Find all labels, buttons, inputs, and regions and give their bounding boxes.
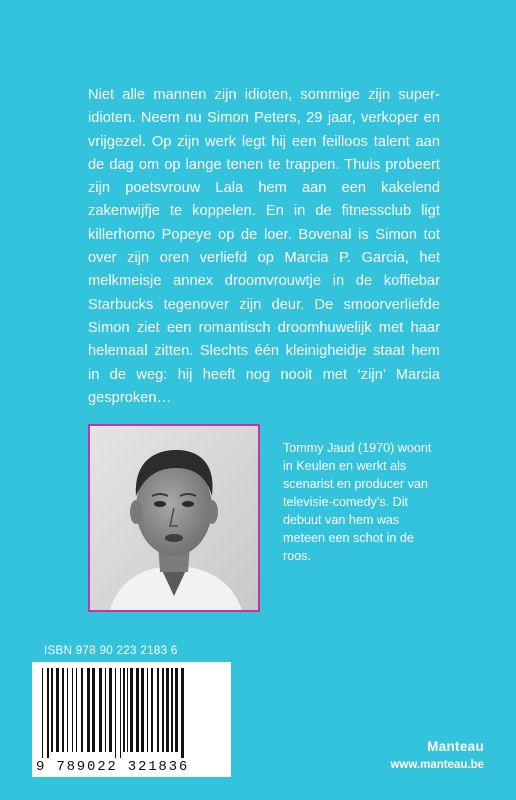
barcode-bar (72, 668, 73, 752)
barcode-bar (115, 668, 116, 758)
barcode-bar (109, 668, 112, 752)
barcode-bar (157, 668, 159, 752)
barcode-bar (175, 668, 178, 752)
barcode-bar (47, 668, 49, 758)
publisher-website: www.manteau.be (390, 759, 484, 771)
barcode-bar (141, 668, 144, 752)
barcode-bar (120, 668, 121, 758)
barcode-bar (162, 668, 164, 752)
publisher-name: Manteau (427, 739, 484, 754)
author-portrait-image (90, 426, 258, 610)
barcode-bar (123, 668, 125, 752)
barcode-bar (76, 668, 77, 752)
barcode-bar (151, 668, 153, 752)
back-cover-blurb: Niet alle mannen zijn idioten, sommige zijn super-idioten. Neem nu Simon Peters, 29 jaar, verkoper en vrijgezel. Op zijn werk legt hij een feilloos talent aan de dag om op lange tenen te trappen. Thuis probeert zijn poetsvrouw Lala hem aan een kakelend zakenwijfje te koppelen. En in de fitnessclub ligt killerhomo Popeye op de loer. Bovenal is Simon tot over zijn oren verliefd op Marcia P. Garcia, het melkmeisje annex droomvrouwtje in de koffiebar Starbucks tegenover zijn deur. De smoorverliefde Simon ziet een romantisch droomhuwelijk met haar helemaal zitten. Slechts één kleinigheidje staat hem in de weg: hij heeft nog nooit met ‘zijn’ Marcia gesproken… (88, 87, 440, 406)
barcode-bar (92, 668, 95, 752)
barcode-bar (62, 668, 64, 752)
barcode (32, 662, 231, 777)
barcode-bar (136, 668, 139, 752)
barcode-bar (130, 668, 133, 752)
author-bio: Tommy Jaud (1970) woont in Keulen en werkt als scenarist en producer van televisie-comedy’s. Dit debuut van hem was meteen een schot in de roos. (283, 441, 432, 563)
barcode-bar (56, 668, 59, 752)
barcode-bar (181, 668, 184, 758)
barcode-bar (99, 668, 102, 752)
barcode-bar (51, 668, 53, 752)
barcode-bar (147, 668, 148, 752)
barcode-number: 9 789022 321836 (36, 759, 190, 775)
isbn-label: ISBN 978 90 223 2183 6 (44, 644, 178, 657)
barcode-bar (81, 668, 83, 752)
barcode-bar (127, 668, 128, 752)
barcode-bars (32, 662, 231, 758)
barcode-bar (105, 668, 106, 752)
barcode-bar (67, 668, 68, 752)
barcode-bar (171, 668, 173, 752)
author-photo (88, 424, 260, 612)
barcode-bar (42, 668, 43, 758)
barcode-bar (87, 668, 90, 752)
barcode-bar (166, 668, 169, 752)
